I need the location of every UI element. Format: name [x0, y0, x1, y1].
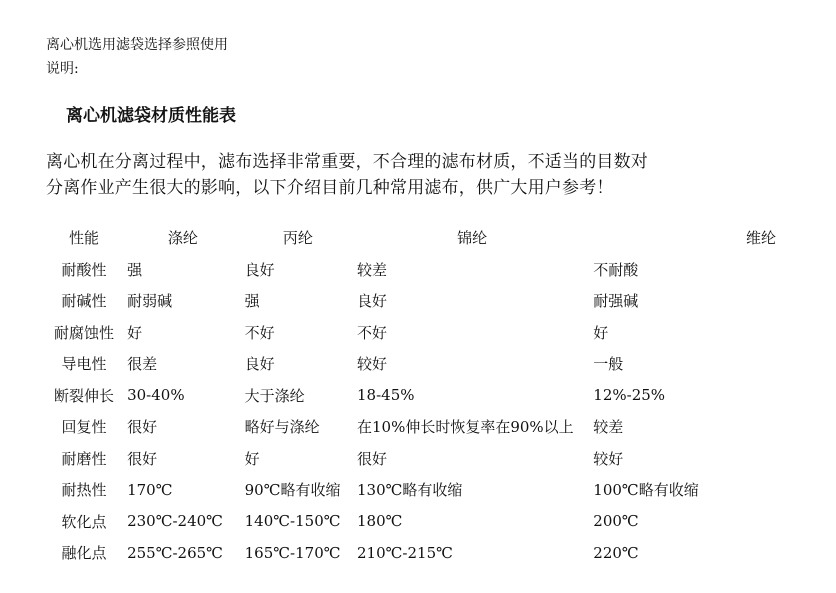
table-cell: 较差	[357, 260, 388, 279]
table-cell: 200℃	[593, 512, 639, 531]
doc-heading: 离心机选用滤袋选择参照使用	[46, 37, 228, 53]
table-row	[44, 506, 836, 538]
table-cell: 130℃略有收缩	[357, 481, 463, 500]
table-cell: 很好	[357, 449, 388, 468]
table-cell: 180℃	[357, 512, 403, 531]
table-cell: 很好	[127, 418, 158, 437]
table-cell: 良好	[244, 260, 275, 279]
row-label: 耐酸性	[61, 260, 107, 279]
column-header: 丙纶	[282, 229, 313, 248]
row-label: 融化点	[61, 544, 107, 563]
intro-line-1: 离心机在分离过程中，滤布选择非常重要，不合理的滤布材质，不适当的目数对	[46, 152, 648, 172]
column-header: 维纶	[745, 229, 776, 248]
table-cell: 较差	[593, 418, 624, 437]
row-label: 耐热性	[61, 481, 107, 500]
table-cell: 165℃-170℃	[244, 543, 341, 562]
table-cell: 好	[127, 323, 143, 342]
table-row	[44, 411, 836, 443]
table-cell: 90℃略有收缩	[244, 481, 341, 500]
table-cell: 18-45%	[357, 386, 415, 405]
table-cell: 强	[127, 260, 143, 279]
table-cell: 较好	[593, 449, 624, 468]
table-title: 离心机滤袋材质性能表	[66, 106, 236, 126]
row-label: 耐磨性	[61, 449, 107, 468]
table-cell: 220℃	[593, 543, 639, 562]
performance-table	[44, 222, 836, 569]
table-cell: 强	[244, 292, 260, 311]
row-label: 断裂伸长	[54, 386, 115, 405]
table-row	[44, 285, 836, 317]
table-cell: 不好	[244, 323, 275, 342]
table-cell: 210℃-215℃	[357, 543, 453, 562]
table-cell: 不好	[357, 323, 388, 342]
table-cell: 一般	[593, 355, 624, 374]
table-cell: 略好与涤纶	[244, 418, 320, 437]
column-header: 涤纶	[167, 229, 198, 248]
row-label: 导电性	[61, 355, 107, 374]
table-cell: 140℃-150℃	[244, 512, 341, 531]
table-row	[44, 443, 836, 475]
table-row	[44, 474, 836, 506]
table-row	[44, 537, 836, 569]
table-cell: 很好	[127, 449, 158, 468]
table-cell: 100℃略有收缩	[593, 481, 699, 500]
table-cell: 255℃-265℃	[127, 543, 223, 562]
table-cell: 好	[244, 449, 260, 468]
table-cell: 大于涤纶	[244, 386, 305, 405]
table-cell: 良好	[244, 355, 275, 374]
column-header: 锦纶	[457, 229, 488, 248]
table-cell: 230℃-240℃	[127, 512, 223, 531]
row-label: 回复性	[61, 418, 107, 437]
doc-note: 说明:	[46, 61, 79, 77]
table-cell: 耐弱碱	[127, 292, 173, 311]
intro-line-2: 分离作业产生很大的影响，以下介绍目前几种常用滤布，供广大用户参考！	[46, 178, 614, 198]
table-cell: 不耐酸	[593, 260, 639, 279]
table-cell: 较好	[357, 355, 388, 374]
row-label: 耐腐蚀性	[54, 323, 115, 342]
table-cell: 耐强碱	[593, 292, 639, 311]
table-cell: 在10%伸长时恢复率在90%以上	[357, 418, 574, 437]
table-cell: 很差	[127, 355, 158, 374]
table-header-row	[44, 222, 836, 254]
table-cell: 好	[593, 323, 609, 342]
table-row	[44, 380, 836, 412]
column-header: 性能	[69, 229, 100, 248]
row-label: 软化点	[61, 512, 107, 531]
table-row	[44, 348, 836, 380]
table-cell: 良好	[357, 292, 388, 311]
table-cell: 30-40%	[127, 386, 185, 405]
table-cell: 12%-25%	[593, 386, 666, 405]
row-label: 耐碱性	[61, 292, 107, 311]
table-cell: 170℃	[127, 480, 173, 499]
table-row	[44, 254, 836, 286]
table-row	[44, 317, 836, 349]
